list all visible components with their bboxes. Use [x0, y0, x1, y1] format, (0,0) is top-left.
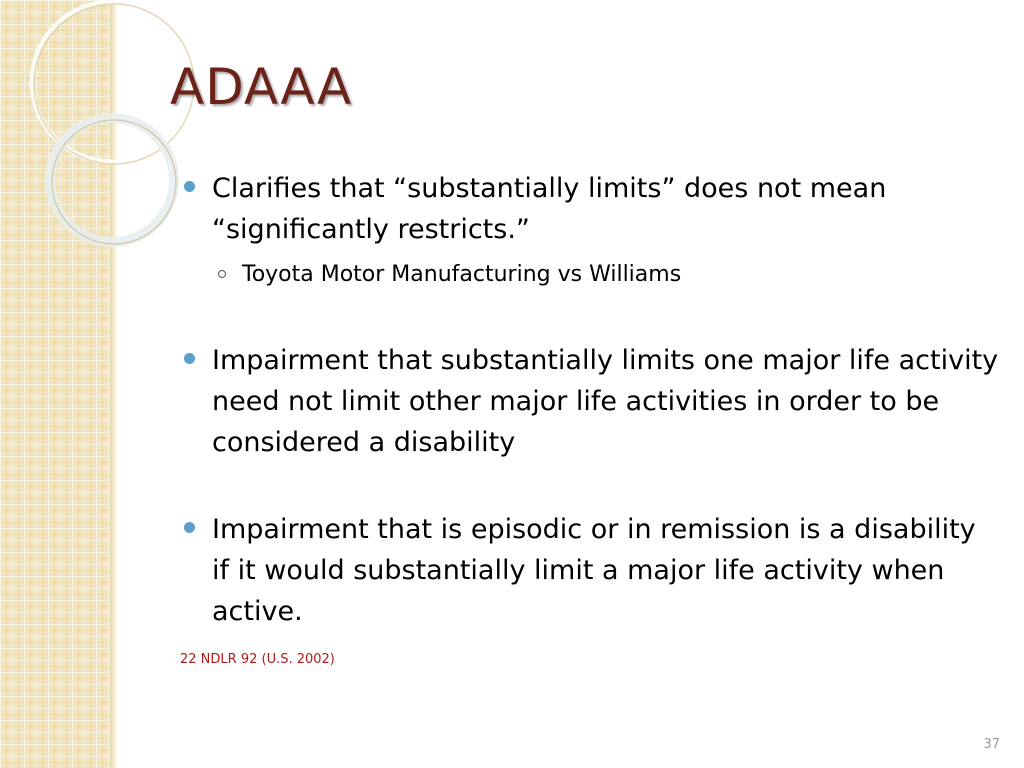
bullet-item [180, 509, 1000, 632]
bullet-list [180, 168, 1000, 667]
ring-bullet-icon [218, 270, 226, 278]
bullet-item [180, 340, 1000, 463]
bullet-dot-icon [184, 181, 195, 192]
sub-bullet-text: Toyota Motor Manufacturing vs Williams [242, 262, 682, 287]
panel-edge [110, 0, 118, 768]
bullet-text: Impairment that is episodic or in remission is a disability if it would substantially limit a major life activity when active. [212, 514, 976, 627]
bullet-dot-icon [184, 353, 195, 364]
bullet-text: Impairment that substantially limits one major life activity need not limit other major life activities in order to be considered a disability [212, 345, 999, 458]
sub-bullet-item [216, 260, 1000, 290]
bullet-dot-icon [184, 522, 195, 533]
decorative-side-panel [0, 0, 110, 768]
bullet-item [180, 168, 1000, 250]
citation: 22 NDLR 92 (U.S. 2002) [180, 652, 335, 667]
bullet-text: Clarifies that “substantially limits” does not mean “significantly restricts.” [212, 173, 887, 245]
page-number: 37 [983, 737, 1000, 752]
slide-title: ADAAA [170, 58, 353, 116]
